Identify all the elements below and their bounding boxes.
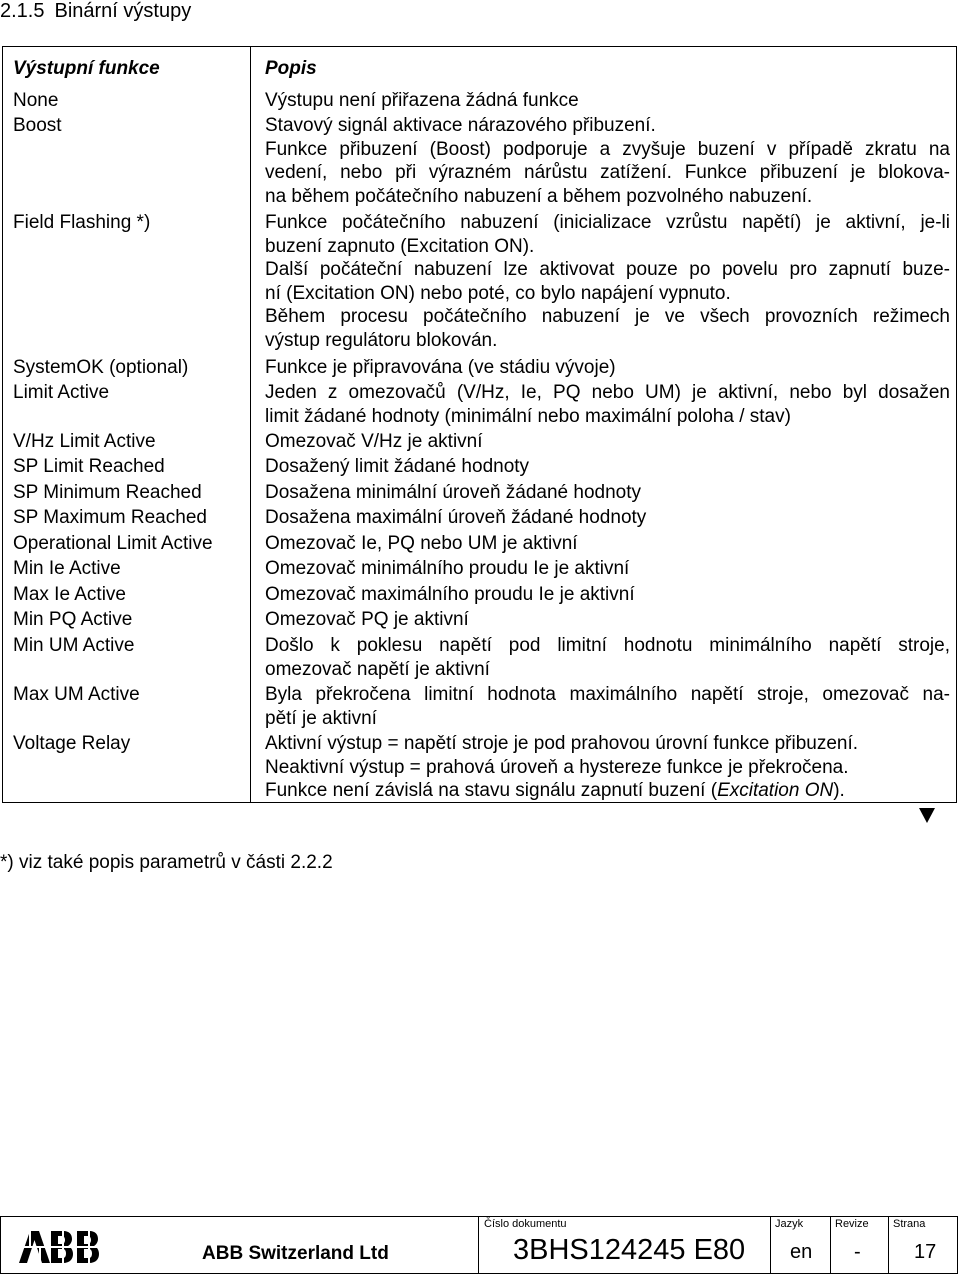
header-description: Popis — [265, 58, 317, 79]
row-name-operational-limit-active: Operational Limit Active — [13, 533, 213, 554]
row-desc-min-ie-active: Omezovač minimálního proudu Ie je aktivní — [265, 558, 630, 579]
row-name-voltage-relay: Voltage Relay — [13, 733, 131, 754]
row-desc-operational-limit-active: Omezovač Ie, PQ nebo UM je aktivní — [265, 533, 578, 554]
page-footer — [0, 1216, 958, 1274]
doc-number: 3BHS124245 E80 — [513, 1234, 746, 1266]
revision-value: - — [854, 1241, 861, 1263]
row-desc-none: Výstupu není přiřazena žádná funkce — [265, 90, 579, 111]
continued-triangle-icon — [919, 808, 935, 823]
row-desc-min-pq-active: Omezovač PQ je aktivní — [265, 609, 469, 630]
revision-label: Revize — [835, 1218, 869, 1230]
doc-number-label: Číslo dokumentu — [484, 1218, 567, 1230]
company-name: ABB Switzerland Ltd — [202, 1243, 389, 1264]
row-name-limit-active: Limit Active — [13, 382, 110, 403]
row-desc-sp-minimum-reached: Dosažena minimální úroveň žádané hodnoty — [265, 482, 642, 503]
page-number: 17 — [914, 1241, 937, 1263]
row-desc-max-um-active: Byla překročena limitní hodnota maximálního napětí stroje, omezovač na- pětí je aktivní — [265, 684, 950, 729]
page-label: Strana — [893, 1218, 926, 1230]
row-name-field-flashing: Field Flashing *) — [13, 212, 151, 233]
row-name-vhz-limit-active: V/Hz Limit Active — [13, 431, 156, 452]
row-name-max-um-active: Max UM Active — [13, 684, 140, 705]
footer-divider — [478, 1217, 479, 1273]
row-name-systemok: SystemOK (optional) — [13, 357, 189, 378]
footer-divider — [830, 1217, 831, 1273]
row-desc-limit-active: Jeden z omezovačů (V/Hz, Ie, PQ nebo UM) je aktivní, nebo byl dosažen limit žádané hodnoty (minimální nebo maximální poloha / stav) — [265, 382, 950, 427]
row-desc-systemok: Funkce je připravována (ve stádiu vývoje) — [265, 357, 616, 378]
row-name-sp-maximum-reached: SP Maximum Reached — [13, 507, 207, 528]
abb-logo — [19, 1231, 111, 1263]
section-number: 2.1.5 — [0, 0, 45, 22]
footnote: *) viz také popis parametrů v části 2.2.2 — [0, 852, 333, 873]
row-desc-sp-limit-reached: Dosažený limit žádané hodnoty — [265, 456, 530, 477]
footer-divider — [888, 1217, 889, 1273]
row-name-min-pq-active: Min PQ Active — [13, 609, 133, 630]
row-name-min-ie-active: Min Ie Active — [13, 558, 121, 579]
row-name-boost: Boost — [13, 115, 62, 136]
row-desc-min-um-active: Došlo k poklesu napětí pod limitní hodnotu minimálního napětí stroje, omezovač napětí je aktivní — [265, 635, 950, 680]
column-divider — [250, 47, 251, 802]
row-name-max-ie-active: Max Ie Active — [13, 584, 126, 605]
footer-divider — [770, 1217, 771, 1273]
binary-outputs-table — [2, 46, 957, 803]
row-desc-boost: Stavový signál aktivace nárazového přibuzení. Funkce přibuzení (Boost) podporuje a zvyšuje buzení v případě zkratu na vedení, nebo při výrazném nárůstu zatížení. Funkce přibuzení je blokova- na během počátečního nabuzení a během pozvolného nabuzení. — [265, 115, 950, 207]
row-desc-sp-maximum-reached: Dosažena maximální úroveň žádané hodnoty — [265, 507, 647, 528]
voltage-relay-note: Funkce není závislá na stavu signálu zapnutí buzení (Excitation ON). — [265, 780, 845, 802]
row-desc-field-flashing: Funkce počátečního nabuzení (inicializace vzrůstu napětí) je aktivní, je-li buzení zapnuto (Excitation ON). Další počáteční nabuzení lze aktivovat pouze po povelu pro zapnutí buze- ní (Excitation ON) nebo poté, co bylo napájení vypnuto. Během procesu počátečního nabuzení je ve všech provozních režimech výstup regulátoru blokován. — [265, 212, 950, 351]
header-output-function: Výstupní funkce — [13, 58, 160, 79]
language-label: Jazyk — [775, 1218, 804, 1230]
row-desc-voltage-relay: Aktivní výstup = napětí stroje je pod prahovou úrovní funkce přibuzení. Neaktivní výstup = prahová úroveň a hystereze funkce je překročena. Funkce není závislá na stavu signálu zapnutí buzení (Excitation ON). — [265, 732, 950, 803]
language-value: en — [790, 1241, 813, 1263]
row-name-sp-limit-reached: SP Limit Reached — [13, 456, 165, 477]
row-desc-max-ie-active: Omezovač maximálního proudu Ie je aktivní — [265, 584, 635, 605]
excitation-on-term: Excitation ON — [717, 780, 834, 802]
section-heading — [0, 0, 191, 23]
row-name-none: None — [13, 90, 59, 111]
section-title: Binární výstupy — [54, 0, 192, 22]
row-desc-vhz-limit-active: Omezovač V/Hz je aktivní — [265, 431, 483, 452]
row-name-min-um-active: Min UM Active — [13, 635, 135, 656]
row-name-sp-minimum-reached: SP Minimum Reached — [13, 482, 202, 503]
